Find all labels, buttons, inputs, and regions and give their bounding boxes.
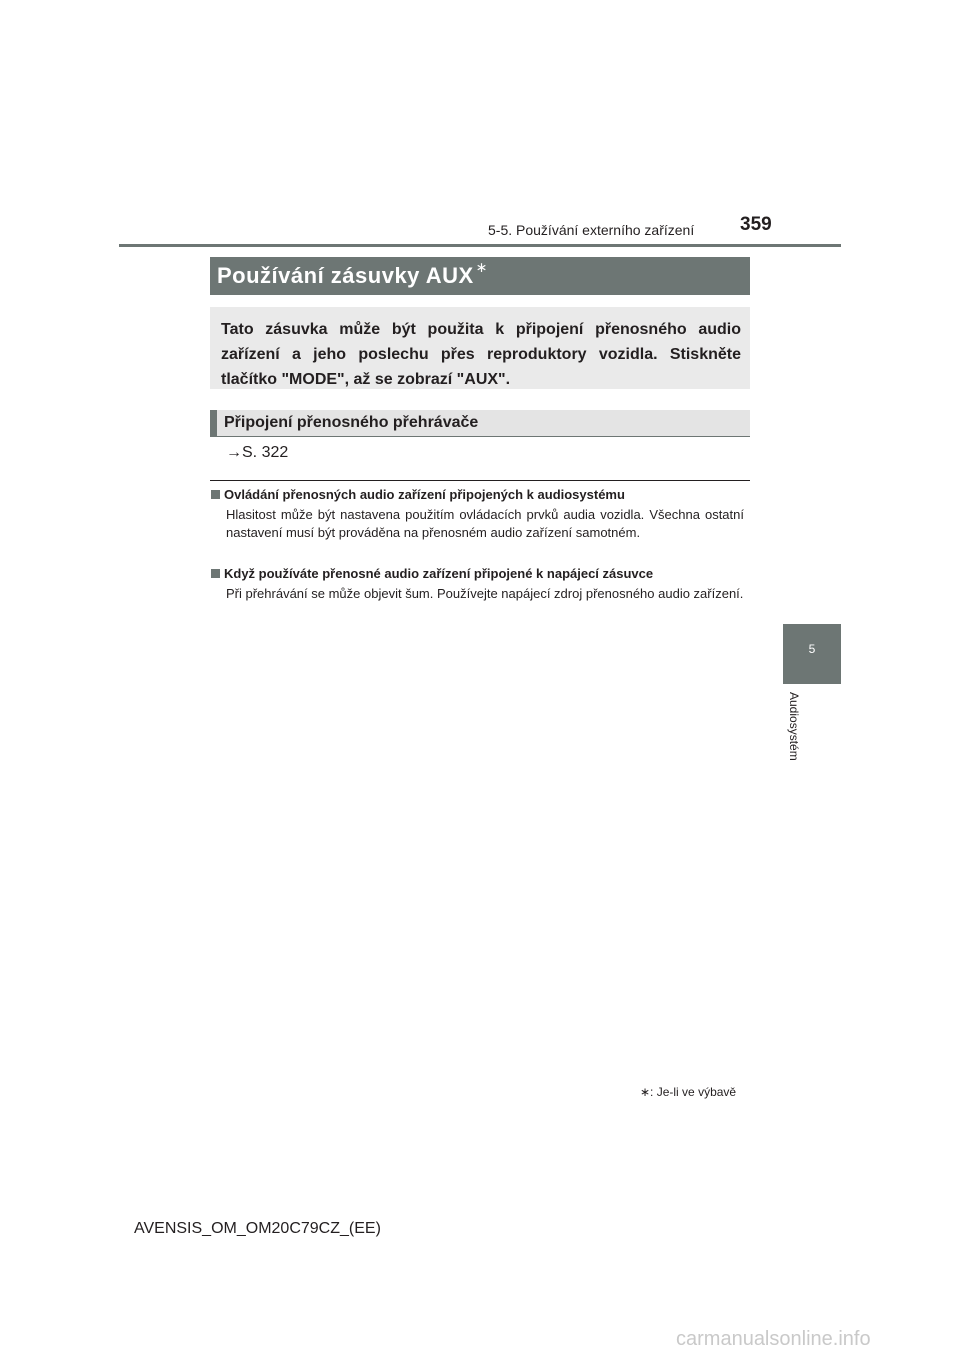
note-heading-text: Když používáte přenosné audio zařízení připojené k napájecí zásuvce bbox=[224, 566, 654, 581]
chapter-number: 5 bbox=[808, 642, 816, 656]
running-header-section: 5-5. Používání externího zařízení bbox=[488, 222, 695, 238]
note-body: Hlasitost může být nastavena použitím ovládacích prvků audia vozidla. Všechna ostatní nastavení musí být prováděna na přenosném audio zařízení samotném. bbox=[226, 507, 744, 540]
intro-text: Tato zásuvka může být použita k připojení přenosného audio zařízení a jeho poslechu přes reproduktory vozidla. Stiskněte tlačítko "MODE", až se zobrazí "AUX". bbox=[221, 321, 741, 388]
note-heading bbox=[211, 566, 653, 581]
watermark: carmanualsonline.info bbox=[676, 1328, 871, 1350]
note-heading bbox=[211, 487, 625, 502]
page-title bbox=[217, 259, 488, 289]
page-title-text: Používání zásuvky AUX bbox=[217, 263, 474, 288]
document-code: AVENSIS_OM_OM20C79CZ_(EE) bbox=[134, 1220, 381, 1237]
optional-equipment-mark: ∗ bbox=[475, 259, 488, 275]
note-heading-text: Ovládání přenosných audio zařízení připojených k audiosystému bbox=[224, 487, 625, 502]
note-body: Při přehrávání se může objevit šum. Používejte napájecí zdroj přenosného audio zařízení. bbox=[226, 586, 744, 601]
footnote: ∗: Je-li ve výbavě bbox=[640, 1085, 737, 1099]
header-rule bbox=[119, 244, 841, 247]
subsection-accent bbox=[210, 410, 217, 437]
subsection-title: Připojení přenosného přehrávače bbox=[224, 414, 479, 431]
page-number: 359 bbox=[740, 214, 772, 235]
square-bullet-icon bbox=[211, 569, 220, 578]
section-divider bbox=[210, 480, 750, 481]
chapter-name: Audiosystém bbox=[787, 692, 801, 761]
square-bullet-icon bbox=[211, 490, 220, 499]
page-reference-link[interactable]: →S. 322 bbox=[226, 444, 289, 461]
